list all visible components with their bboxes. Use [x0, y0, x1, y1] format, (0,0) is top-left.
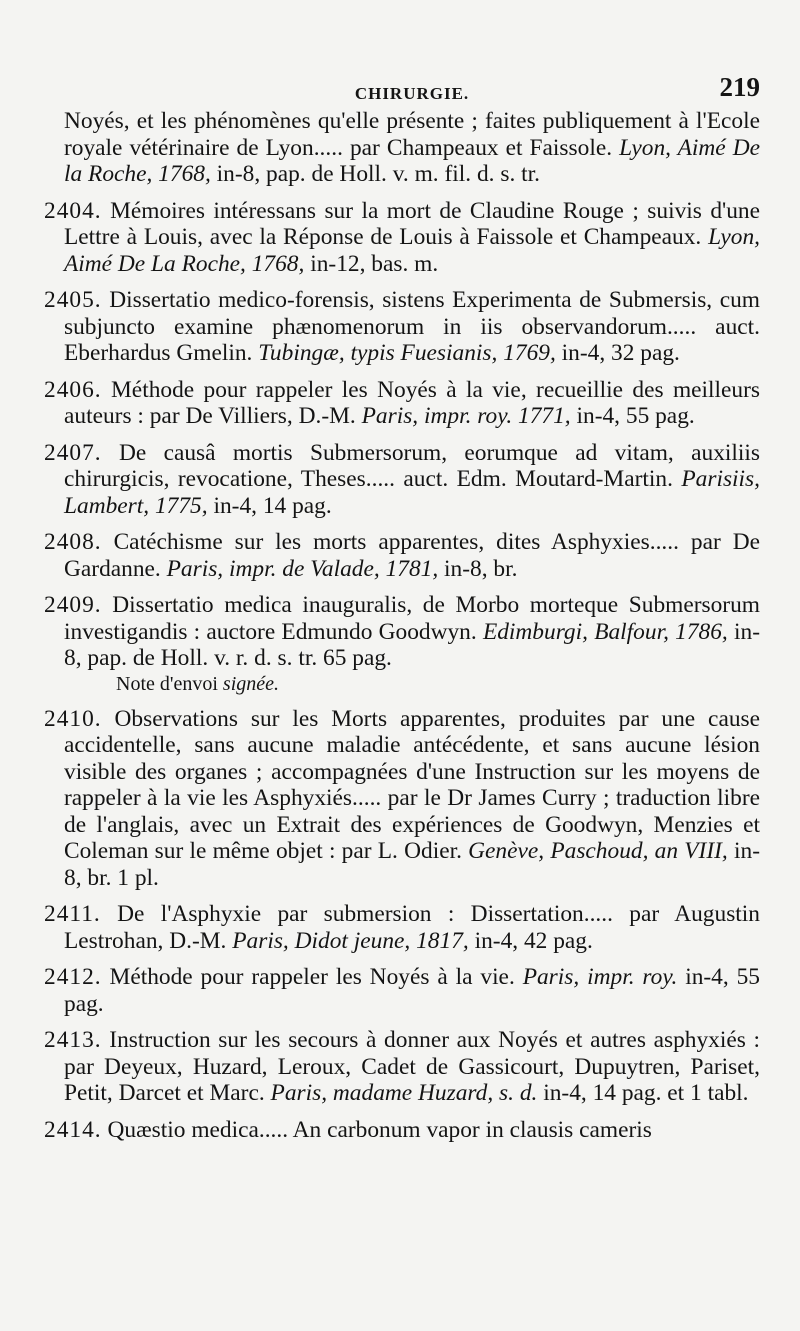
bibliography-entry-2408: [44, 529, 760, 582]
entry-publication: Genève, Paschoud, an VIII,: [468, 838, 728, 864]
bibliography-entry-2410: [44, 705, 760, 892]
entry-publication: Paris, madame Huzard, s. d.: [270, 1080, 538, 1106]
entry-text: Noyés, et les phénomènes qu'elle présente ; faites publiquement à l'Ecole royale vétérinaire de Lyon..... par Champeaux et Faissole.: [64, 108, 760, 161]
entry-publication: Edimburgi, Balfour, 1786,: [482, 618, 728, 645]
bibliography-entry-2412: [44, 964, 760, 1017]
section-title: CHIRURGIE.: [354, 84, 470, 103]
entry-publication: Lyon, Aimé De La Roche, 1768,: [64, 224, 760, 277]
bibliography-entry-2406: [44, 376, 760, 430]
bibliography-entry-2414: [44, 1116, 760, 1144]
entry-number: 2412.: [44, 964, 102, 990]
bibliography-list: [44, 108, 760, 1143]
entry-text: Quæstio medica..... An carbonum vapor in clausis cameris: [101, 1116, 652, 1143]
entry-note: [64, 672, 760, 696]
entry-number: 2407.: [44, 439, 102, 466]
entry-format: in-8, br.: [438, 555, 518, 582]
bibliography-entry-2409: [44, 592, 760, 696]
bibliography-entry-2413: [44, 1027, 760, 1107]
entry-format: in-8, pap. de Holl. v. r. d. s. tr. 65 pag.: [64, 618, 760, 671]
entry-text: Dissertatio medica inauguralis, de Morbo morteque Submersorum investigandis : auctore Edmundo Goodwyn.: [64, 592, 760, 645]
entry-number: 2409.: [44, 592, 102, 618]
entry-publication: Lyon, Aimé De la Roche, 1768,: [64, 134, 760, 187]
entry-publication: Tubingæ, typis Fuesianis, 1769,: [258, 340, 556, 366]
entry-format: in-4, 55 pag.: [64, 964, 760, 1017]
entry-format: in-4, 14 pag.: [207, 492, 332, 519]
entry-number: 2410.: [44, 705, 102, 732]
entry-number: 2411.: [44, 901, 101, 927]
entry-format: in-4, 42 pag.: [468, 927, 593, 954]
entry-text: Méthode pour rappeler les Noyés à la vie, recueillie des meilleurs auteurs : par De Villiers, D.-M.: [64, 376, 760, 429]
note-text: Note d'envoi: [116, 672, 223, 695]
bibliography-entry-2405: [44, 287, 760, 367]
entry-text: De l'Asphyxie par submersion : Dissertation..... par Augustin Lestrohan, D.-M.: [64, 901, 760, 954]
bibliography-entry-2407: [44, 439, 760, 520]
page-number: 219: [719, 72, 760, 102]
entry-text: Instruction sur les secours à donner aux Noyés et autres asphyxiés : par Deyeux, Huzard, Leroux, Cadet de Gassicourt, Dupuytren, Pariset, Petit, Darcet et Marc.: [64, 1027, 760, 1106]
entry-publication: Paris, impr. de Valade, 1781,: [166, 555, 439, 582]
entry-format: in-12, bas. m.: [304, 250, 439, 277]
entry-number: 2404.: [44, 197, 102, 224]
entry-text: Observations sur les Morts apparentes, produites par une cause accidentelle, sans aucune maladie antécédente, et sans aucune lésion visible des organes ; accompagnées d'une Instruction sur les moyens de rappeler à la vie les Asphyxiés..... par le Dr James Curry ; traduction libre de l'anglais, avec un Extrait des expériences de Goodwyn, Menzies et Coleman sur le même objet : par L. Odier.: [64, 705, 760, 864]
entry-number: 2405.: [44, 287, 102, 313]
entry-text: Méthode pour rappeler les Noyés à la vie.: [101, 964, 523, 990]
entry-format: in-4, 14 pag. et 1 tabl.: [537, 1080, 749, 1106]
entry-format: in-4, 55 pag.: [570, 403, 695, 429]
entry-text: Dissertatio medico-forensis, sistens Experimenta de Submersis, cum subjuncto examine phænomenorum in iis observandorum..... auct. Eberhardus Gmelin.: [64, 287, 760, 366]
entry-format: in-8, pap. de Holl. v. m. fil. d. s. tr.: [210, 161, 540, 187]
entry-number: 2413.: [44, 1027, 102, 1053]
entry-text: De causâ mortis Submersorum, eorumque ad vitam, auxiliis chirurgicis, revocatione, Theses..... auct. Edm. Moutard-Martin.: [64, 439, 760, 492]
entry-text: Mémoires intéressans sur la mort de Claudine Rouge ; suivis d'une Lettre à Louis, avec la Réponse de Louis à Faissole et Champeaux.: [64, 197, 760, 250]
entry-number: 2406.: [44, 376, 102, 403]
entry-publication: Paris, impr. roy.: [522, 964, 678, 990]
entry-publication: Parisiis, Lambert, 1775,: [64, 466, 760, 519]
entry-publication: Paris, Didot jeune, 1817,: [232, 927, 469, 954]
entry-format: in-8, br. 1 pl.: [64, 838, 760, 891]
note-signature: signée.: [222, 672, 280, 695]
entry-number: 2408.: [44, 529, 102, 555]
entry-format: in-4, 32 pag.: [555, 340, 680, 366]
entry-publication: Paris, impr. roy. 1771,: [361, 403, 571, 429]
bibliography-entry-continued: [64, 108, 760, 188]
running-head: [64, 72, 760, 108]
bibliography-entry-2411: [44, 901, 760, 954]
entry-text: Catéchisme sur les morts apparentes, dites Asphyxies..... par De Gardanne.: [64, 529, 760, 582]
bibliography-entry-2404: [44, 197, 760, 278]
entry-number: 2414.: [44, 1116, 102, 1143]
